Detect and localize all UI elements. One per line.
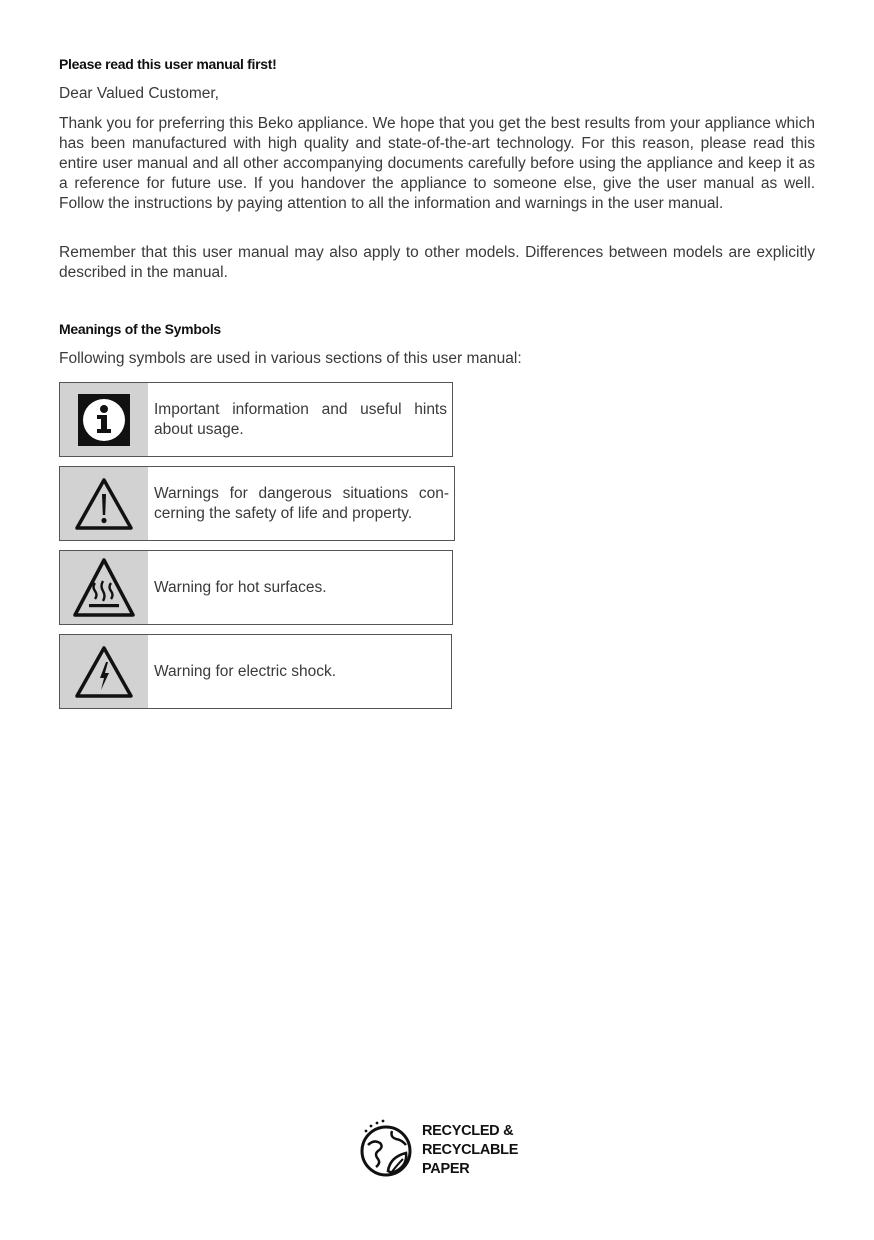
symbol-text-electric-shock: Warning for electric shock.: [154, 662, 337, 680]
symbol-row-warning: [59, 466, 455, 541]
intro-heading: Please read this user manual first!: [59, 56, 277, 72]
logo-line-3: PAPER: [422, 1160, 470, 1177]
greeting: Dear Valued Customer,: [59, 85, 219, 102]
symbol-row-electric-shock: [59, 634, 452, 709]
symbol-text-info: Important information and useful hints about usage.: [154, 400, 447, 438]
symbol-row-info: [59, 382, 453, 457]
electric-shock-icon: [60, 635, 148, 708]
hot-surface-icon: [60, 551, 148, 624]
warning-icon: [60, 467, 148, 540]
symbol-row-hot-surface: [59, 550, 453, 625]
recycled-paper-label: [422, 1122, 518, 1179]
intro-paragraph-2: Remember that this user manual may also apply to other models. Differences between models are explicitly described in the manual.: [59, 244, 815, 281]
recycle-globe-icon: [358, 1117, 416, 1183]
info-icon: [60, 383, 148, 456]
symbol-text-warning: Warnings for dangerous situations con-cerning the safety of life and property.: [154, 484, 449, 522]
symbols-heading: Meanings of the Symbols: [59, 321, 221, 337]
recycled-paper-logo: [358, 1116, 528, 1184]
logo-line-1: RECYCLED &: [422, 1122, 514, 1139]
intro-paragraph-1: Thank you for preferring this Beko appliance. We hope that you get the best results from your appliance which has been manufactured with high quality and state-of-the-art technology. For this reason, please read this entire user manual and all other accompanying documents carefully before using the appliance and keep it as a reference for future use. If you handover the appliance to someone else, give the user manual as well. Follow the instructions by paying attention to all the information and warnings in the user manual.: [59, 115, 815, 212]
symbols-intro: Following symbols are used in various sections of this user manual:: [59, 350, 522, 367]
logo-line-2: RECYCLABLE: [422, 1141, 519, 1158]
symbol-text-hot-surface: Warning for hot surfaces.: [154, 578, 327, 596]
